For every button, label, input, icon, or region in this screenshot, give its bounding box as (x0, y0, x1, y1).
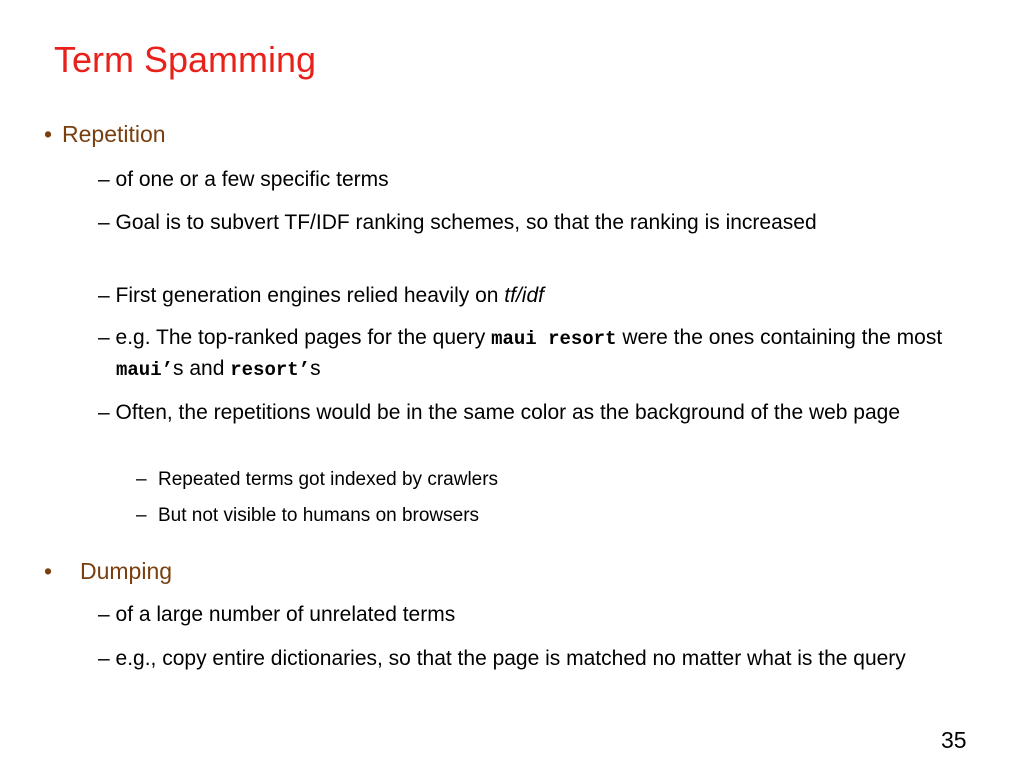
dash: – (98, 647, 110, 670)
sub-bullet-text: s and (173, 357, 225, 380)
bullet-dumping (44, 557, 172, 585)
sub-sub-bullet-text: But not visible to humans on browsers (158, 505, 480, 526)
dash: – (98, 326, 110, 349)
sub-bullet (98, 208, 996, 238)
slide-title: Term Spamming (54, 39, 317, 80)
dash: – (98, 211, 110, 234)
code-term: resort’ (230, 359, 311, 381)
sub-bullet-text: of a large number of unrelated terms (115, 603, 456, 626)
italic-term: tf/idf (504, 284, 544, 307)
sub-bullet (98, 398, 996, 428)
sub-bullet-text: s (310, 357, 321, 380)
dash: – (98, 603, 110, 626)
sub-bullet-text: e.g., copy entire dictionaries, so that the page is matched no matter what is the query (115, 647, 906, 670)
sub-bullet-text: Often, the repetitions would be in the same color as the background of the web page (115, 401, 901, 424)
sub-bullet-text: of one or a few specific terms (115, 168, 389, 191)
dash: – (98, 401, 110, 424)
bullet-dot: • (44, 121, 53, 147)
sub-bullet (98, 165, 996, 195)
sub-bullet (98, 281, 996, 311)
bullet-repetition (44, 120, 166, 148)
sub-bullet-text: were the ones containing the most (622, 326, 943, 349)
sub-sub-bullet (136, 467, 976, 493)
dash: – (98, 284, 110, 307)
bullet-dot: • (44, 558, 53, 584)
sub-bullet-text: First generation engines relied heavily on (115, 284, 499, 307)
sub-sub-bullet (136, 503, 976, 529)
dash: – (136, 505, 147, 526)
page-number: 35 (941, 727, 967, 753)
code-query: maui resort (491, 328, 617, 350)
bullet-heading: Repetition (62, 121, 166, 147)
sub-bullet (98, 644, 996, 674)
bullet-heading: Dumping (80, 558, 173, 584)
sub-bullet-text: Goal is to subvert TF/IDF ranking schemes, so that the ranking is increased (115, 211, 817, 234)
sub-bullet (98, 323, 996, 385)
sub-bullet-text: e.g. The top-ranked pages for the query (115, 326, 486, 349)
dash: – (98, 168, 110, 191)
sub-bullet (98, 600, 996, 630)
sub-sub-bullet-text: Repeated terms got indexed by crawlers (158, 469, 499, 490)
dash: – (136, 469, 147, 490)
code-term: maui’ (116, 359, 174, 381)
